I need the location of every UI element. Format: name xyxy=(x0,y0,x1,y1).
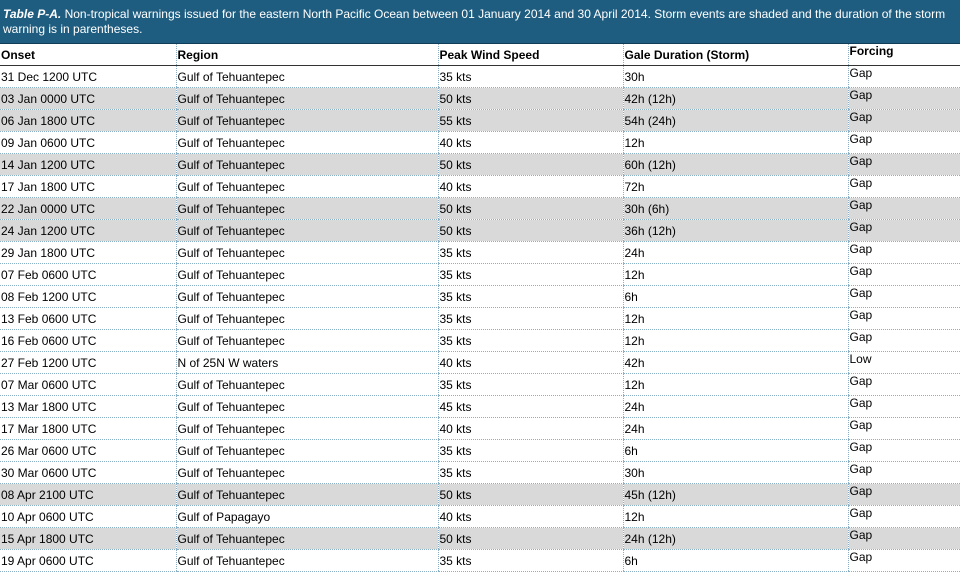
caption-label: Table P-A. xyxy=(3,7,62,21)
table-row xyxy=(0,198,960,220)
cell-region: Gulf of Tehuantepec xyxy=(176,330,438,352)
cell-peak-wind-speed: 35 kts xyxy=(438,264,623,286)
cell-forcing: Gap xyxy=(848,220,960,242)
cell-region: N of 25N W waters xyxy=(176,352,438,374)
table-row xyxy=(0,440,960,462)
cell-onset: 31 Dec 1200 UTC xyxy=(0,66,176,88)
cell-onset: 29 Jan 1800 UTC xyxy=(0,242,176,264)
cell-forcing: Gap xyxy=(848,242,960,264)
cell-gale-duration: 12h xyxy=(623,132,848,154)
table-row xyxy=(0,220,960,242)
cell-peak-wind-speed: 50 kts xyxy=(438,528,623,550)
cell-gale-duration: 60h (12h) xyxy=(623,154,848,176)
table-row xyxy=(0,374,960,396)
cell-onset: 09 Jan 0600 UTC xyxy=(0,132,176,154)
table-row xyxy=(0,154,960,176)
caption-text: Non-tropical warnings issued for the eastern North Pacific Ocean between 01 January 2014 and 30 April 2014. Storm events are shaded and the duration of the storm warning is in parentheses. xyxy=(3,7,946,36)
cell-forcing: Gap xyxy=(848,418,960,440)
cell-region: Gulf of Tehuantepec xyxy=(176,550,438,572)
cell-region: Gulf of Papagayo xyxy=(176,506,438,528)
cell-region: Gulf of Tehuantepec xyxy=(176,374,438,396)
table-row xyxy=(0,242,960,264)
table-row xyxy=(0,418,960,440)
cell-peak-wind-speed: 50 kts xyxy=(438,154,623,176)
cell-region: Gulf of Tehuantepec xyxy=(176,220,438,242)
table-row xyxy=(0,176,960,198)
cell-forcing: Gap xyxy=(848,198,960,220)
cell-forcing: Gap xyxy=(848,330,960,352)
cell-peak-wind-speed: 35 kts xyxy=(438,550,623,572)
cell-gale-duration: 12h xyxy=(623,308,848,330)
cell-onset: 08 Apr 2100 UTC xyxy=(0,484,176,506)
cell-gale-duration: 6h xyxy=(623,550,848,572)
cell-region: Gulf of Tehuantepec xyxy=(176,132,438,154)
cell-forcing: Gap xyxy=(848,88,960,110)
cell-forcing: Gap xyxy=(848,462,960,484)
table-body xyxy=(0,66,960,572)
cell-forcing: Gap xyxy=(848,550,960,572)
table-row xyxy=(0,264,960,286)
cell-peak-wind-speed: 40 kts xyxy=(438,352,623,374)
cell-onset: 17 Mar 1800 UTC xyxy=(0,418,176,440)
header-peak-wind-speed: Peak Wind Speed xyxy=(438,44,623,66)
cell-onset: 19 Apr 0600 UTC xyxy=(0,550,176,572)
cell-gale-duration: 45h (12h) xyxy=(623,484,848,506)
cell-onset: 07 Mar 0600 UTC xyxy=(0,374,176,396)
cell-onset: 08 Feb 1200 UTC xyxy=(0,286,176,308)
cell-region: Gulf of Tehuantepec xyxy=(176,528,438,550)
table-row xyxy=(0,110,960,132)
table-row xyxy=(0,528,960,550)
cell-peak-wind-speed: 55 kts xyxy=(438,110,623,132)
cell-onset: 26 Mar 0600 UTC xyxy=(0,440,176,462)
cell-forcing: Gap xyxy=(848,506,960,528)
cell-region: Gulf of Tehuantepec xyxy=(176,440,438,462)
cell-region: Gulf of Tehuantepec xyxy=(176,484,438,506)
cell-peak-wind-speed: 35 kts xyxy=(438,440,623,462)
cell-peak-wind-speed: 45 kts xyxy=(438,396,623,418)
cell-gale-duration: 30h (6h) xyxy=(623,198,848,220)
cell-onset: 13 Feb 0600 UTC xyxy=(0,308,176,330)
table-row xyxy=(0,506,960,528)
cell-onset: 27 Feb 1200 UTC xyxy=(0,352,176,374)
cell-peak-wind-speed: 50 kts xyxy=(438,220,623,242)
cell-onset: 15 Apr 1800 UTC xyxy=(0,528,176,550)
cell-gale-duration: 42h (12h) xyxy=(623,88,848,110)
cell-gale-duration: 54h (24h) xyxy=(623,110,848,132)
cell-forcing: Gap xyxy=(848,484,960,506)
table-row xyxy=(0,286,960,308)
cell-region: Gulf of Tehuantepec xyxy=(176,396,438,418)
header-forcing: Forcing xyxy=(848,44,960,66)
cell-gale-duration: 24h xyxy=(623,396,848,418)
cell-region: Gulf of Tehuantepec xyxy=(176,242,438,264)
header-gale-duration: Gale Duration (Storm) xyxy=(623,44,848,66)
cell-forcing: Gap xyxy=(848,154,960,176)
warnings-table xyxy=(0,44,960,572)
cell-gale-duration: 12h xyxy=(623,264,848,286)
cell-forcing: Gap xyxy=(848,528,960,550)
cell-gale-duration: 24h xyxy=(623,418,848,440)
header-region: Region xyxy=(176,44,438,66)
table-row xyxy=(0,396,960,418)
cell-forcing: Gap xyxy=(848,264,960,286)
cell-peak-wind-speed: 40 kts xyxy=(438,506,623,528)
cell-region: Gulf of Tehuantepec xyxy=(176,154,438,176)
cell-onset: 24 Jan 1200 UTC xyxy=(0,220,176,242)
cell-gale-duration: 36h (12h) xyxy=(623,220,848,242)
cell-region: Gulf of Tehuantepec xyxy=(176,418,438,440)
cell-onset: 13 Mar 1800 UTC xyxy=(0,396,176,418)
cell-region: Gulf of Tehuantepec xyxy=(176,88,438,110)
cell-onset: 14 Jan 1200 UTC xyxy=(0,154,176,176)
cell-forcing: Gap xyxy=(848,286,960,308)
cell-peak-wind-speed: 35 kts xyxy=(438,330,623,352)
cell-onset: 03 Jan 0000 UTC xyxy=(0,88,176,110)
cell-region: Gulf of Tehuantepec xyxy=(176,110,438,132)
cell-peak-wind-speed: 50 kts xyxy=(438,484,623,506)
cell-forcing: Low xyxy=(848,352,960,374)
cell-gale-duration: 24h (12h) xyxy=(623,528,848,550)
cell-region: Gulf of Tehuantepec xyxy=(176,286,438,308)
cell-gale-duration: 6h xyxy=(623,440,848,462)
cell-onset: 17 Jan 1800 UTC xyxy=(0,176,176,198)
cell-gale-duration: 30h xyxy=(623,462,848,484)
cell-peak-wind-speed: 35 kts xyxy=(438,242,623,264)
cell-forcing: Gap xyxy=(848,396,960,418)
cell-region: Gulf of Tehuantepec xyxy=(176,176,438,198)
cell-forcing: Gap xyxy=(848,110,960,132)
cell-peak-wind-speed: 35 kts xyxy=(438,286,623,308)
table-row xyxy=(0,330,960,352)
cell-peak-wind-speed: 50 kts xyxy=(438,198,623,220)
cell-onset: 22 Jan 0000 UTC xyxy=(0,198,176,220)
cell-forcing: Gap xyxy=(848,176,960,198)
table-row xyxy=(0,462,960,484)
cell-peak-wind-speed: 40 kts xyxy=(438,418,623,440)
cell-onset: 30 Mar 0600 UTC xyxy=(0,462,176,484)
cell-gale-duration: 30h xyxy=(623,66,848,88)
table-row xyxy=(0,484,960,506)
cell-gale-duration: 24h xyxy=(623,242,848,264)
cell-region: Gulf of Tehuantepec xyxy=(176,462,438,484)
table-row xyxy=(0,66,960,88)
header-onset: Onset xyxy=(0,44,176,66)
cell-region: Gulf of Tehuantepec xyxy=(176,308,438,330)
cell-gale-duration: 42h xyxy=(623,352,848,374)
cell-onset: 06 Jan 1800 UTC xyxy=(0,110,176,132)
cell-gale-duration: 72h xyxy=(623,176,848,198)
table-row xyxy=(0,352,960,374)
cell-peak-wind-speed: 50 kts xyxy=(438,88,623,110)
table-row xyxy=(0,308,960,330)
table-row xyxy=(0,550,960,572)
cell-region: Gulf of Tehuantepec xyxy=(176,198,438,220)
cell-onset: 16 Feb 0600 UTC xyxy=(0,330,176,352)
cell-region: Gulf of Tehuantepec xyxy=(176,264,438,286)
cell-peak-wind-speed: 40 kts xyxy=(438,132,623,154)
cell-forcing: Gap xyxy=(848,66,960,88)
cell-onset: 07 Feb 0600 UTC xyxy=(0,264,176,286)
cell-gale-duration: 12h xyxy=(623,330,848,352)
cell-forcing: Gap xyxy=(848,308,960,330)
cell-gale-duration: 6h xyxy=(623,286,848,308)
cell-peak-wind-speed: 40 kts xyxy=(438,176,623,198)
cell-forcing: Gap xyxy=(848,374,960,396)
cell-forcing: Gap xyxy=(848,440,960,462)
cell-forcing: Gap xyxy=(848,132,960,154)
cell-gale-duration: 12h xyxy=(623,374,848,396)
cell-gale-duration: 12h xyxy=(623,506,848,528)
header-row xyxy=(0,44,960,66)
table-caption xyxy=(0,0,960,44)
cell-region: Gulf of Tehuantepec xyxy=(176,66,438,88)
cell-peak-wind-speed: 35 kts xyxy=(438,374,623,396)
cell-onset: 10 Apr 0600 UTC xyxy=(0,506,176,528)
table-row xyxy=(0,88,960,110)
cell-peak-wind-speed: 35 kts xyxy=(438,462,623,484)
cell-peak-wind-speed: 35 kts xyxy=(438,66,623,88)
cell-peak-wind-speed: 35 kts xyxy=(438,308,623,330)
table-row xyxy=(0,132,960,154)
